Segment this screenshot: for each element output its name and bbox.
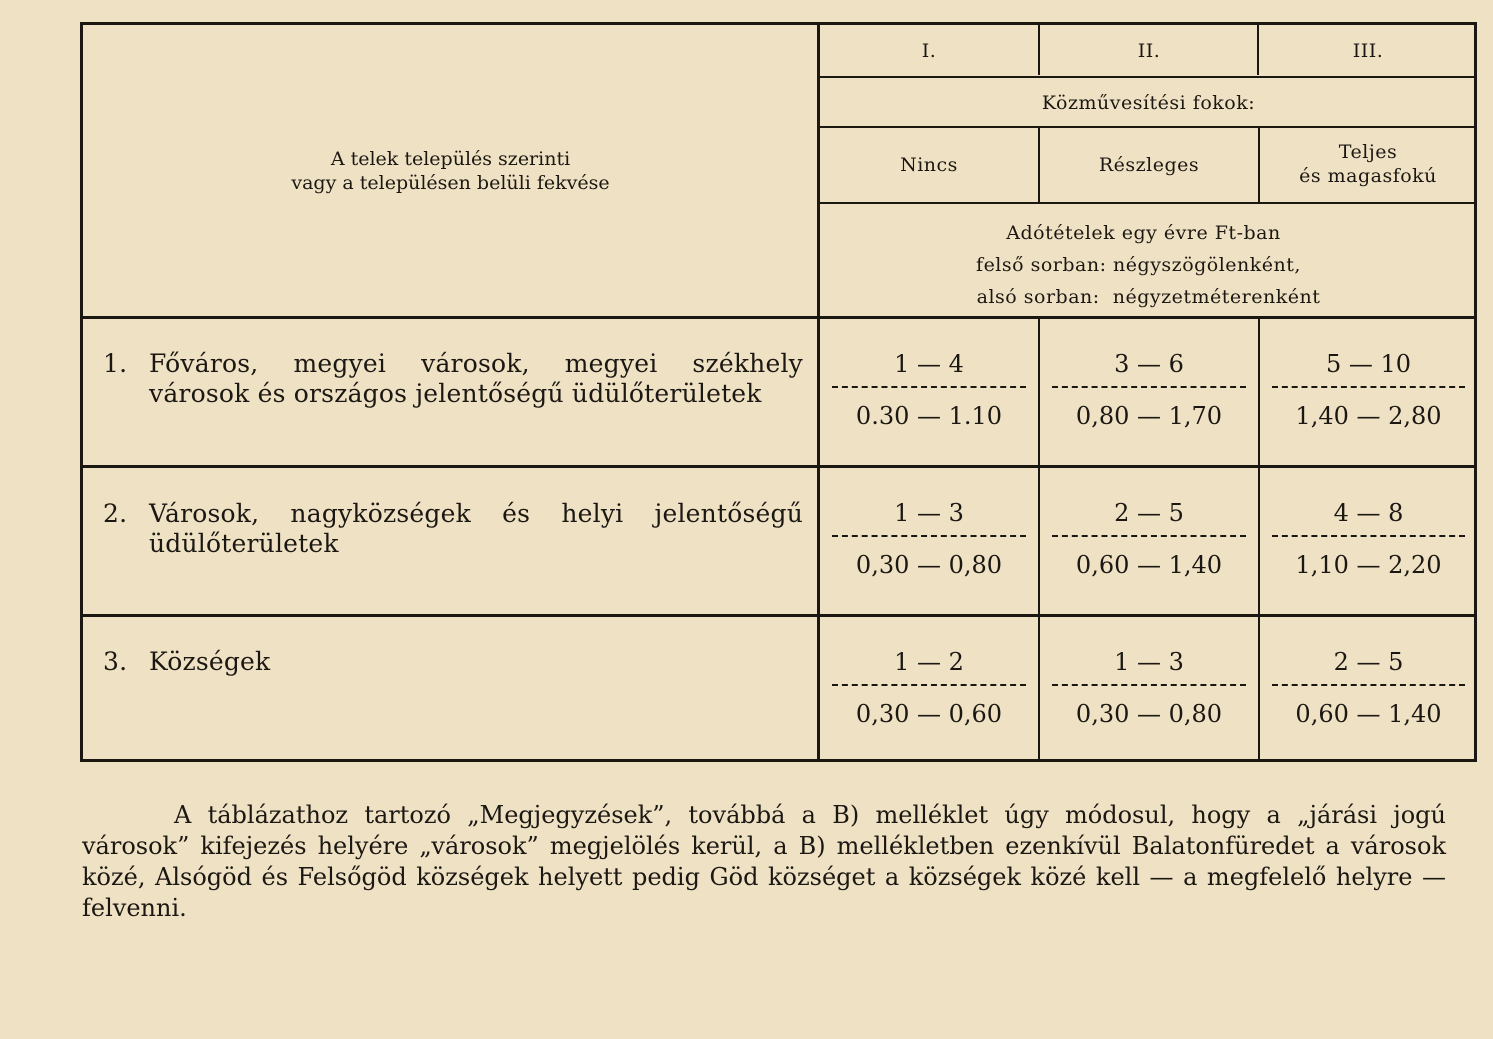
level-full <box>1259 140 1477 188</box>
header-line-2 <box>818 126 1477 128</box>
amendment-note-text: A táblázathoz tartozó „Megjegyzések”, továbbá a B) melléklet úgy módosul, hogy a „járási jogú városok” kifejezés helyére „városok” megjelölés kerül, a B) mellékletben ezenkívül Balatonfüredet a városok közé, Alsógöd és Felsőgöd községek helyett pedig Göd községet a községek közé kell — a megfelelő helyre — felvenni. <box>82 801 1446 922</box>
row-2-value-3 <box>1260 499 1477 589</box>
row-1-value-2-top: 3 — 6 <box>1114 350 1184 378</box>
fraction-line <box>1272 535 1465 537</box>
row-3-label <box>103 647 803 677</box>
unit-note <box>820 217 1477 313</box>
row-1-label <box>103 349 803 409</box>
utility-levels-title: Közművesítési fokok: <box>1041 92 1256 114</box>
row-2-value-2 <box>1040 499 1258 589</box>
row-3-number: 3. <box>103 647 128 676</box>
row-2-value-1-bottom: 0,30 — 0,80 <box>855 551 1003 579</box>
header-line-3 <box>818 202 1477 204</box>
row-3-value-2 <box>1040 648 1258 738</box>
row-1-value-3-bottom: 1,40 — 2,80 <box>1295 402 1442 430</box>
level-full-line1: Teljes <box>1338 141 1398 163</box>
row-2-value-3-bottom: 1,10 — 2,20 <box>1295 551 1442 579</box>
unit-note-line2: felső sorban: négyszögölenként, <box>976 254 1301 276</box>
row-1-value-1 <box>820 350 1038 440</box>
row-3-value-1 <box>820 648 1038 738</box>
row-1-value-3-top: 5 — 10 <box>1325 350 1412 378</box>
unit-note-line1: Adótételek egy évre Ft-ban <box>1006 222 1281 244</box>
row-2-value-1 <box>820 499 1038 589</box>
row-3-text: Községek <box>149 647 271 676</box>
row-2-value-2-top: 2 — 5 <box>1114 499 1184 527</box>
level-full-line2: és magasfokú <box>1299 165 1437 187</box>
row-3-value-1-top: 1 — 2 <box>894 648 964 676</box>
row-3-value-1-bottom: 0,30 — 0,60 <box>855 700 1003 728</box>
row-2-text: Városok, nagyközségek és helyi jelentőségű üdülőterületek <box>149 499 803 558</box>
row-2-bottom-line <box>83 614 1477 617</box>
column-number-2: II. <box>1137 40 1161 62</box>
row-1-value-1-top: 1 — 4 <box>894 350 964 378</box>
row-1-value-2-bottom: 0,80 — 1,70 <box>1075 402 1223 430</box>
row-3-value-3-top: 2 — 5 <box>1333 648 1404 676</box>
row-1-value-3 <box>1260 350 1477 440</box>
fraction-line <box>832 386 1026 388</box>
row-3-value-3-bottom: 0,60 — 1,40 <box>1295 700 1442 728</box>
row-1-number: 1. <box>103 349 128 378</box>
fraction-line <box>1052 386 1246 388</box>
level-partial: Részleges <box>1098 154 1200 176</box>
row-3-value-3 <box>1260 648 1477 738</box>
row-1-text: Főváros, megyei városok, megyei székhely városok és országos jelentőségű üdülőterületek <box>149 349 803 408</box>
fraction-line <box>1272 684 1465 686</box>
fraction-line <box>1052 684 1246 686</box>
row-1-bottom-line <box>83 465 1477 468</box>
row-2-value-2-bottom: 0,60 — 1,40 <box>1075 551 1223 579</box>
unit-note-line3: alsó sorban: négyzetméterenként <box>976 286 1321 308</box>
row-1-value-2 <box>1040 350 1258 440</box>
fraction-line <box>1272 386 1465 388</box>
fraction-line <box>832 535 1026 537</box>
row-2-value-3-top: 4 — 8 <box>1333 499 1404 527</box>
amendment-note <box>82 800 1446 924</box>
location-header-line2: vagy a településen belüli fekvése <box>291 172 610 194</box>
fraction-line <box>1052 535 1246 537</box>
row-2-label <box>103 499 803 559</box>
row-3-value-2-top: 1 — 3 <box>1114 648 1184 676</box>
location-header-line1: A telek település szerinti <box>330 148 571 170</box>
row-3-value-2-bottom: 0,30 — 0,80 <box>1075 700 1223 728</box>
row-1-value-1-bottom: 0.30 — 1.10 <box>855 402 1003 430</box>
column-number-1: I. <box>921 40 937 62</box>
location-column-header <box>83 25 818 317</box>
column-number-3: III. <box>1352 40 1384 62</box>
level-none: Nincs <box>900 154 958 176</box>
row-2-value-1-top: 1 — 3 <box>894 499 964 527</box>
tax-rate-table <box>80 22 1477 762</box>
fraction-line <box>832 684 1026 686</box>
row-2-number: 2. <box>103 499 128 528</box>
header-line-1 <box>818 76 1477 78</box>
